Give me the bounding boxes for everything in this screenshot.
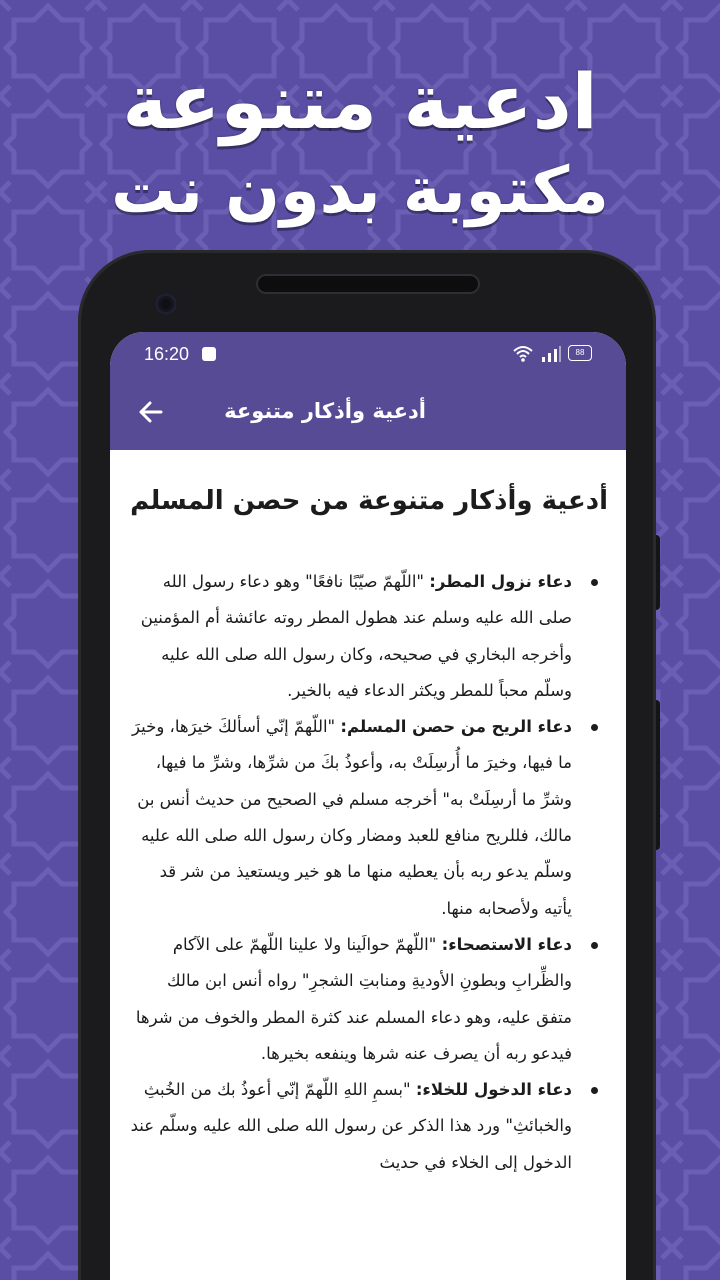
dua-name: دعاء الاستصحاء: bbox=[441, 934, 572, 954]
signal-icon bbox=[540, 346, 562, 362]
bullet-icon bbox=[591, 579, 598, 586]
status-time: 16:20 bbox=[144, 344, 190, 364]
bullet-icon bbox=[591, 1087, 598, 1094]
content-title: أدعية وأذكار متنوعة من حصن المسلم bbox=[130, 486, 608, 516]
wifi-icon bbox=[512, 343, 534, 363]
bullet-icon bbox=[591, 724, 598, 731]
app-title: أدعية وأذكار متنوعة bbox=[224, 399, 426, 423]
dua-text: "بسمِ اللهِ اللّهمّ إنّي أعوذُ بك من الخُبثِ والخبائثِ" ورد هذا الذكر عن رسول الله صلى الله عليه وسلّم عند الدخول إلى الخلاء في حديث bbox=[130, 1080, 572, 1172]
list-item bbox=[130, 709, 608, 927]
promo-subheadline: مكتوبة بدون نت bbox=[111, 154, 609, 228]
dua-name: دعاء الريح من حصن المسلم: bbox=[340, 717, 572, 737]
arrow-back-icon[interactable] bbox=[134, 395, 168, 429]
content-area bbox=[110, 476, 626, 1181]
phone-speaker bbox=[258, 276, 478, 292]
promo-headline: ادعية متنوعة bbox=[122, 57, 598, 146]
dua-text: "اللّهمّ حوالَينا ولا علينا اللّهمّ على الآكام والظِّرابِ وبطونِ الأوديةِ ومنابتِ الشجرِ" رواه أنس ابن مالك متفق عليه، وهو دعاء المسلم عند كثرة المطر والخوف من شرها فيدعو ربه أن يصرف عنه شرها وينفعه بخيرها. bbox=[135, 934, 572, 1063]
dua-name: دعاء الدخول للخلاء: bbox=[415, 1080, 572, 1100]
status-bar bbox=[110, 332, 626, 374]
battery-icon: 88 bbox=[568, 345, 592, 361]
list-item bbox=[130, 1072, 608, 1181]
list-item bbox=[130, 927, 608, 1072]
dua-text: "اللّهمّ إنّي أسألكَ خيرَها، وخيرَ ما فيها، وخيرَ ما أُرسِلَتْ به، وأعوذُ بكَ من شرِّها، وشرِّ ما فيها، وشرِّ ما أرسِلَتْ به" أخرجه مسلم في الصحيح من حديث أنس بن مالك، فللريح منافع للعبد ومضار وكان رسول الله صلى الله عليه وسلّم يدعو ربه بأن يعطيه منها ما هو خير ويستعيذ من شر قد يأتيه ولأصحابه منها. bbox=[132, 717, 572, 918]
list-item bbox=[130, 564, 608, 709]
front-camera bbox=[155, 293, 177, 315]
app-bar bbox=[110, 374, 626, 450]
notification-icon bbox=[202, 347, 216, 361]
bullet-icon bbox=[591, 942, 598, 949]
dua-text: "اللّهمّ صيّبًا نافعًا" وهو دعاء رسول الله صلى الله عليه وسلم عند هطول المطر روته عائشة أم المؤمنين وأخرجه البخاري في صحيحه، وكان رسول الله صلى الله عليه وسلّم محباً للمطر ويكثر الدعاء فيه بالخير. bbox=[140, 572, 572, 700]
dua-name: دعاء نزول المطر: bbox=[429, 572, 572, 591]
phone-screen bbox=[110, 332, 626, 1280]
dua-list bbox=[130, 564, 608, 1181]
